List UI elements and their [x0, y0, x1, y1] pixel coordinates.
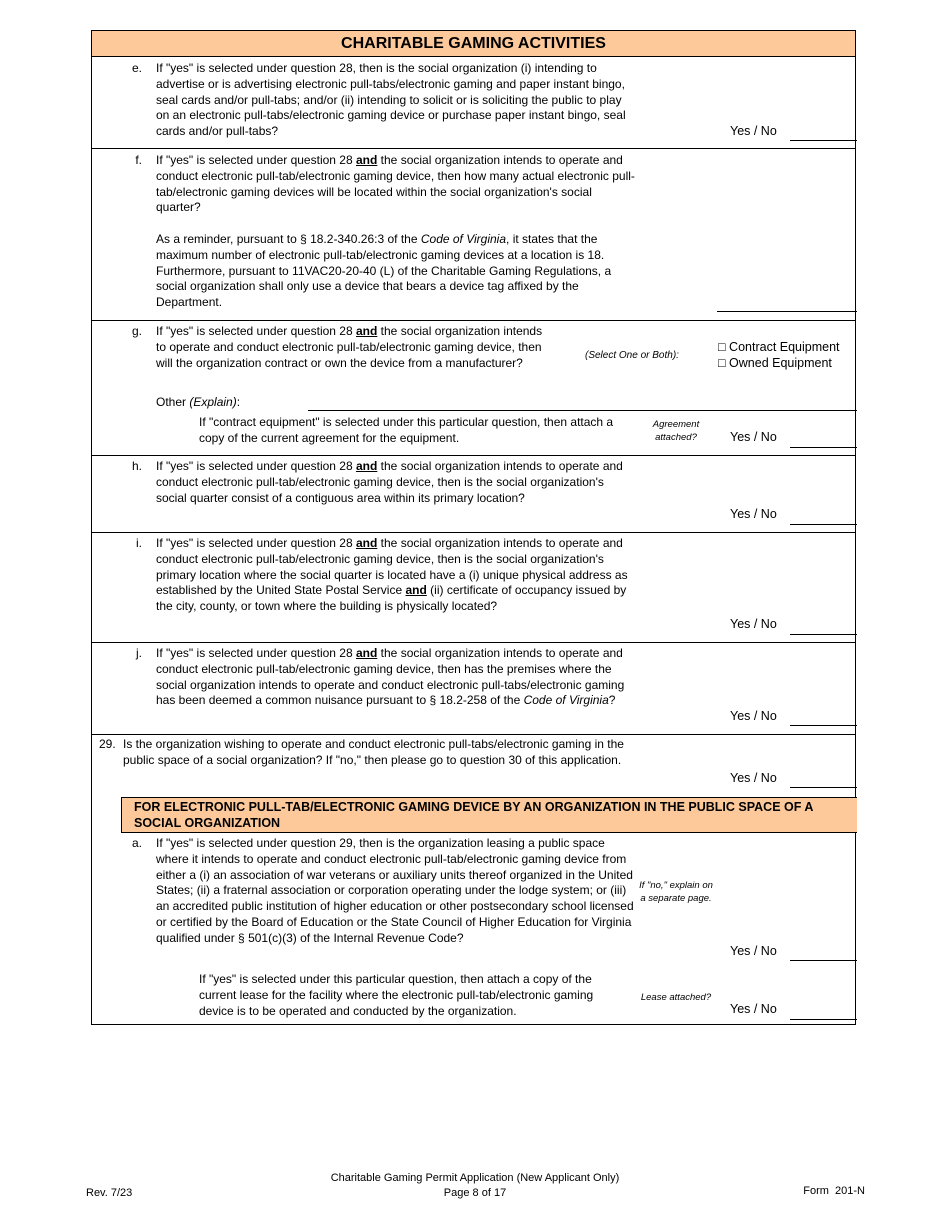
item-i-yes-no[interactable]: Yes / No	[730, 617, 777, 631]
item-29a-letter: a.	[131, 836, 142, 850]
item-h-letter: h.	[131, 459, 142, 473]
section-header: CHARITABLE GAMING ACTIVITIES	[92, 31, 855, 57]
public-space-subheader: FOR ELECTRONIC PULL-TAB/ELECTRONIC GAMING DEVICE BY AN ORGANIZATION IN THE PUBLIC SPACE OF A SOCIAL ORGANIZATION	[121, 797, 857, 833]
item-j-yes-no[interactable]: Yes / No	[730, 709, 777, 723]
footer-form-number: Form 201-N	[803, 1185, 865, 1197]
item-g-other-label: Other (Explain):	[156, 395, 241, 409]
divider	[92, 455, 855, 456]
item-29a-lease-note: Lease attached?	[640, 992, 712, 1003]
item-g-question: If "yes" is selected under question 28 and the social organization intends to operate and conduct electronic pull-tab/electronic gaming device, then will the organization contract or own the device from a manufacturer?	[156, 324, 543, 370]
item-h-yes-no[interactable]: Yes / No	[730, 507, 777, 521]
footer-title: Charitable Gaming Permit Application (New Applicant Only)	[330, 1172, 620, 1184]
checkbox-icon: □	[718, 356, 726, 370]
charitable-gaming-form	[91, 30, 856, 1025]
footer-revision: Rev. 7/23	[86, 1187, 133, 1199]
item-f-reminder: As a reminder, pursuant to § 18.2-340.26:3 of the Code of Virginia, it states that the maximum number of electronic pull-tab/electronic gaming devices at a location is 18. Furthermore, pursuant to 11VAC20-20-40 (L) of the Charitable Gaming Regulations, a social organization shall only use a device that bears a device tag affixed by the Department.	[156, 232, 612, 310]
item-e-letter: e.	[131, 61, 142, 75]
item-f-letter: f.	[135, 153, 142, 167]
item-i-question: If "yes" is selected under question 28 and the social organization intends to operate and conduct electronic pull-tab/electronic gaming device, then is the social organization's primary location where the social quarter is located have a (i) unique physical address as established by the United State Postal Service and (ii) certificate of occupancy issued by the city, county, or town where the building is physically located?	[156, 536, 628, 614]
item-29a-no-note: If "no," explain on a separate page.	[639, 880, 713, 904]
divider	[92, 532, 855, 533]
question-29-text: Is the organization wishing to operate and conduct electronic pull-tabs/electronic gaming in the public space of a social organization? If "no," then please go to question 30 of this application.	[123, 737, 624, 767]
question-29-yes-no[interactable]: Yes / No	[730, 771, 777, 785]
item-g-attach-text: If "contract equipment" is selected under this particular question, then attach a copy of the current agreement for the equipment.	[199, 415, 614, 445]
item-g-select-note: (Select One or Both):	[585, 350, 679, 361]
divider	[92, 320, 855, 321]
question-29-number: 29.	[99, 737, 116, 751]
divider	[92, 734, 855, 735]
question-29-answer-line[interactable]	[790, 787, 857, 788]
item-g-answer-line[interactable]	[790, 447, 857, 448]
item-g-other-explain-line[interactable]	[308, 410, 857, 411]
divider	[92, 642, 855, 643]
item-g-attach-note: Agreement attached?	[652, 419, 700, 443]
item-h-answer-line[interactable]	[790, 524, 857, 525]
item-29a-question: If "yes" is selected under question 29, then is the organization leasing a public space where it intends to operate and conduct electronic pull-tab/electronic gaming device from either a (i) an association of war veterans or auxiliary units thereof organized in the United States; (ii) a fraternal association or corporation operating under the lodge system; or (iii) an accredited public institution of higher education or other postsecondary school licensed or certified by the Board of Education or the State Council of Higher Education for Virginia qualified under § 501(c)(3) of the Internal Revenue Code?	[156, 836, 634, 945]
item-j-answer-line[interactable]	[790, 725, 857, 726]
item-e-answer-line[interactable]	[790, 140, 857, 141]
item-g-yes-no[interactable]: Yes / No	[730, 430, 777, 444]
option-owned-equipment[interactable]: □ Owned Equipment	[718, 356, 832, 370]
item-29a-lease-text: If "yes" is selected under this particular question, then attach a copy of the current lease for the facility where the electronic pull-tab/electronic gaming device is to be operated and conducted by the organization.	[199, 972, 594, 1018]
checkbox-icon: □	[718, 340, 726, 354]
item-i-answer-line[interactable]	[790, 634, 857, 635]
item-29a-lease-answer-line[interactable]	[790, 1019, 857, 1020]
item-e-yes-no[interactable]: Yes / No	[730, 124, 777, 138]
item-j-letter: j.	[136, 646, 142, 660]
item-f-answer-line[interactable]	[717, 311, 857, 312]
divider	[92, 148, 855, 149]
item-g-letter: g.	[131, 324, 142, 338]
item-e-question: If "yes" is selected under question 28, then is the social organization (i) intending to advertise or is advertising electronic pull-tabs/electronic gaming and paper instant bingo, seal cards and/or pull-tabs; and/or (ii) intending to solicit or is soliciting the public to play on an electronic pull-tabs/electronic gaming device or purchase paper instant bingo, seal cards and/or pull-tabs?	[156, 61, 626, 139]
footer-page-number: Page 8 of 17	[443, 1187, 507, 1199]
item-h-question: If "yes" is selected under question 28 and the social organization intends to operate and conduct electronic pull-tab/electronic gaming device, then is the social organization's social quarter consist of a contiguous area within its primary location?	[156, 459, 623, 505]
item-29a-yes-no[interactable]: Yes / No	[730, 944, 777, 958]
item-f-question: If "yes" is selected under question 28 and the social organization intends to operate and conduct electronic pull-tab/electronic gaming device, then how many actual electronic pull-tab/electronic gaming devices will be located within the social organization's social quarter?	[156, 153, 635, 215]
item-j-question: If "yes" is selected under question 28 and the social organization intends to operate and conduct electronic pull-tab/electronic gaming device, then has the premises where the social organization intends to operate and conduct electronic pull-tabs/electronic gaming has been deemed a common nuisance pursuant to § 18.2-258 of the Code of Virginia?	[156, 646, 625, 708]
item-i-letter: i.	[136, 536, 142, 550]
item-29a-answer-line[interactable]	[790, 960, 857, 961]
option-contract-equipment[interactable]: □ Contract Equipment	[718, 340, 840, 354]
item-29a-lease-yes-no[interactable]: Yes / No	[730, 1002, 777, 1016]
